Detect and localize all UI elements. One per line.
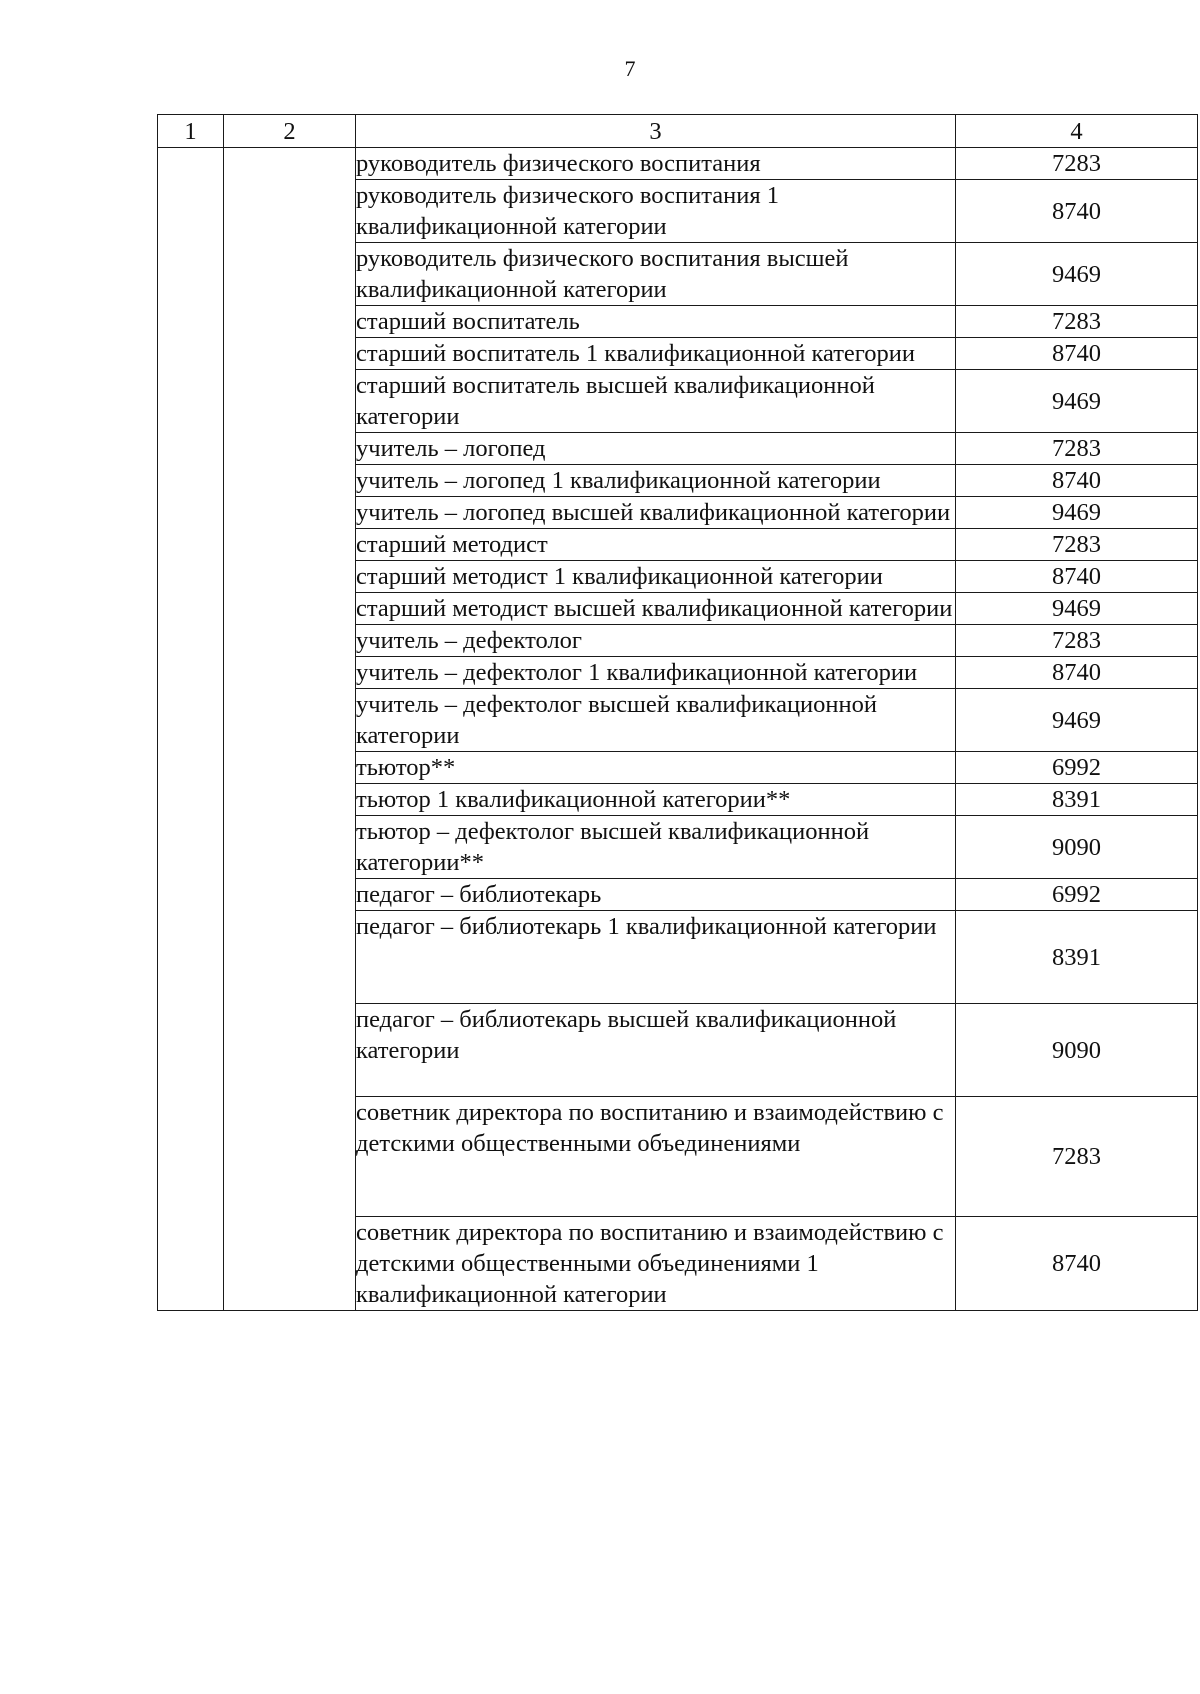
salary-value: 9469 <box>956 593 1198 625</box>
position-name: тьютор** <box>356 752 956 784</box>
position-name: тьютор – дефектолог высшей квалификационной категории** <box>356 816 956 879</box>
salary-value: 8740 <box>956 1217 1198 1311</box>
position-name: педагог – библиотекарь <box>356 879 956 911</box>
position-name: учитель – логопед <box>356 433 956 465</box>
position-name: учитель – логопед 1 квалификационной категории <box>356 465 956 497</box>
salary-value: 9090 <box>956 1004 1198 1097</box>
salary-value: 7283 <box>956 1097 1198 1217</box>
position-name: руководитель физического воспитания высшей квалификационной категории <box>356 243 956 306</box>
salary-value: 7283 <box>956 529 1198 561</box>
salary-value: 8740 <box>956 657 1198 689</box>
salary-value: 8740 <box>956 180 1198 243</box>
empty-column-1 <box>158 148 224 1311</box>
salary-value: 7283 <box>956 148 1198 180</box>
position-name: старший методист высшей квалификационной категории <box>356 593 956 625</box>
position-name: руководитель физического воспитания 1 квалификационной категории <box>356 180 956 243</box>
salary-value: 8740 <box>956 465 1198 497</box>
header-col-1: 1 <box>158 115 224 148</box>
salary-table <box>157 114 1198 1311</box>
header-col-3: 3 <box>356 115 956 148</box>
position-name: педагог – библиотекарь 1 квалификационной категории <box>356 911 956 1004</box>
position-name: учитель – дефектолог 1 квалификационной категории <box>356 657 956 689</box>
salary-value: 8391 <box>956 911 1198 1004</box>
position-name: учитель – дефектолог высшей квалификационной категории <box>356 689 956 752</box>
salary-value: 8740 <box>956 561 1198 593</box>
page-number: 7 <box>624 56 636 81</box>
position-name: советник директора по воспитанию и взаимодействию с детскими общественными объединениями 1 квалификационной категории <box>356 1217 956 1311</box>
salary-value: 6992 <box>956 879 1198 911</box>
position-name: учитель – дефектолог <box>356 625 956 657</box>
position-name: старший методист 1 квалификационной категории <box>356 561 956 593</box>
position-name: педагог – библиотекарь высшей квалификационной категории <box>356 1004 956 1097</box>
salary-value: 9469 <box>956 689 1198 752</box>
header-col-4: 4 <box>956 115 1198 148</box>
table-row <box>158 148 1198 180</box>
salary-value: 6992 <box>956 752 1198 784</box>
position-name: старший воспитатель <box>356 306 956 338</box>
salary-value: 9090 <box>956 816 1198 879</box>
position-name: учитель – логопед высшей квалификационной категории <box>356 497 956 529</box>
table-header-row <box>158 115 1198 148</box>
salary-value: 9469 <box>956 497 1198 529</box>
empty-column-2 <box>224 148 356 1311</box>
position-name: старший методист <box>356 529 956 561</box>
position-name: старший воспитатель высшей квалификационной категории <box>356 370 956 433</box>
salary-value: 9469 <box>956 243 1198 306</box>
salary-value: 8740 <box>956 338 1198 370</box>
position-name: руководитель физического воспитания <box>356 148 956 180</box>
salary-value: 9469 <box>956 370 1198 433</box>
salary-value: 7283 <box>956 306 1198 338</box>
salary-value: 7283 <box>956 433 1198 465</box>
position-name: советник директора по воспитанию и взаимодействию с детскими общественными объединениями <box>356 1097 956 1217</box>
header-col-2: 2 <box>224 115 356 148</box>
position-name: тьютор 1 квалификационной категории** <box>356 784 956 816</box>
salary-value: 7283 <box>956 625 1198 657</box>
salary-value: 8391 <box>956 784 1198 816</box>
position-name: старший воспитатель 1 квалификационной категории <box>356 338 956 370</box>
